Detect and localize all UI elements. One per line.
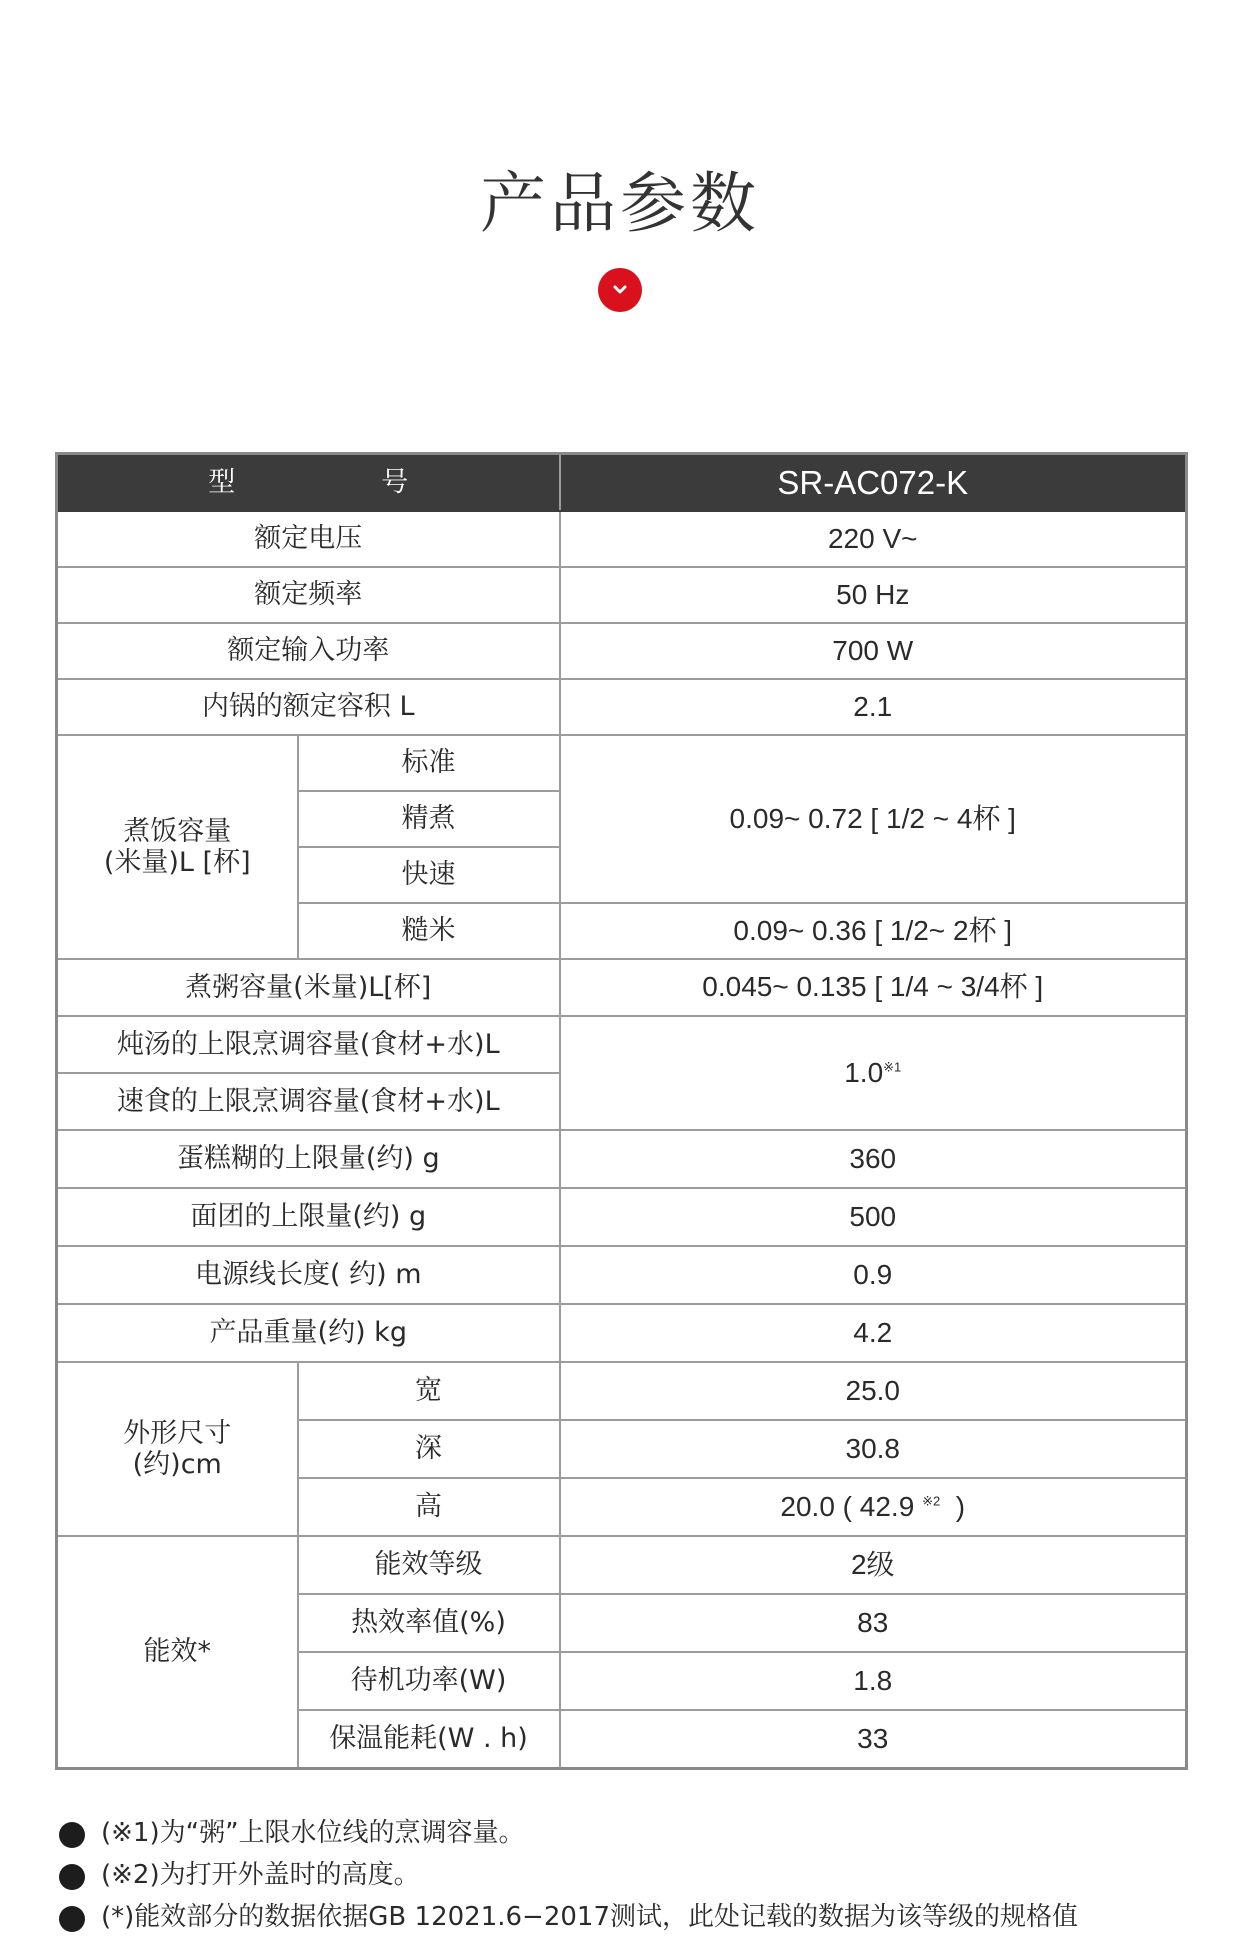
cord-row xyxy=(57,1246,1187,1304)
porridge-label: 煮粥容量(米量)L[杯] xyxy=(57,959,560,1016)
pot-capacity-value: 2.1 xyxy=(560,679,1187,735)
bullet-icon xyxy=(59,1864,85,1890)
height-close: ) xyxy=(955,1490,966,1522)
width-value: 25.0 xyxy=(560,1362,1187,1420)
footnote xyxy=(55,1812,1185,1854)
model-header-row xyxy=(57,454,1187,512)
rice-capacity-label xyxy=(57,735,298,959)
width-label: 宽 xyxy=(298,1362,560,1420)
thermal-efficiency-value: 83 xyxy=(560,1594,1187,1652)
soup-fast-value xyxy=(560,1016,1187,1130)
model-value: SR-AC072-K xyxy=(560,454,1187,512)
rice-mode-fine: 精煮 xyxy=(298,791,560,847)
depth-value: 30.8 xyxy=(560,1420,1187,1478)
footnote-mark-1: ※1 xyxy=(883,1059,902,1075)
spec-table xyxy=(55,452,1188,1770)
scroll-down-badge[interactable] xyxy=(598,268,642,312)
footnote-mark-2: ※2 xyxy=(922,1493,941,1509)
rice-mode-brown: 糙米 xyxy=(298,903,560,959)
pot-capacity-row xyxy=(57,679,1187,735)
height-value xyxy=(560,1478,1187,1536)
frequency-row xyxy=(57,567,1187,623)
dimensions-label-line2: (约)cm xyxy=(132,1449,222,1480)
energy-grade-value: 2级 xyxy=(560,1536,1187,1594)
footnote-text: (※1)为“粥”上限水位线的烹调容量。 xyxy=(101,1818,525,1848)
cake-label: 蛋糕糊的上限量(约) g xyxy=(57,1130,560,1188)
keepwarm-energy-value: 33 xyxy=(560,1710,1187,1768)
brown-rice-value: 0.09~ 0.36 [ 1/2~ 2杯 ] xyxy=(560,903,1187,959)
weight-value: 4.2 xyxy=(560,1304,1187,1362)
cord-label: 电源线长度( 约) m xyxy=(57,1246,560,1304)
soup-label: 炖汤的上限烹调容量(食材+水)L xyxy=(57,1016,560,1073)
dough-row xyxy=(57,1188,1187,1246)
voltage-value: 220 V~ xyxy=(560,511,1187,567)
fast-label: 速食的上限烹调容量(食材+水)L xyxy=(57,1073,560,1130)
soup-fast-number: 1.0 xyxy=(844,1056,884,1088)
frequency-label: 额定频率 xyxy=(57,567,560,623)
porridge-row xyxy=(57,959,1187,1016)
rice-mode-standard: 标准 xyxy=(298,735,560,791)
dimensions-label-line1: 外形尺寸 xyxy=(123,1417,232,1449)
pot-capacity-label: 内锅的额定容积 L xyxy=(57,679,560,735)
dough-value: 500 xyxy=(560,1188,1187,1246)
rice-mode-quick: 快速 xyxy=(298,847,560,903)
page-title: 产品参数 xyxy=(480,165,760,242)
model-label-left: 型 xyxy=(208,466,236,498)
footnote xyxy=(55,1854,1185,1896)
footnote-text: (*)能效部分的数据依据GB 12021.6−2017测试，此处记载的数据为该等级的规格值 xyxy=(101,1902,1079,1932)
footnote xyxy=(55,1896,1185,1938)
energy-grade-label: 能效等级 xyxy=(298,1536,560,1594)
rice-mode-row xyxy=(57,735,1187,791)
standby-power-label: 待机功率(W) xyxy=(298,1652,560,1710)
dough-label: 面团的上限量(约) g xyxy=(57,1188,560,1246)
power-label: 额定输入功率 xyxy=(57,623,560,679)
power-value: 700 W xyxy=(560,623,1187,679)
height-label: 高 xyxy=(298,1478,560,1536)
model-label-right: 号 xyxy=(381,466,409,498)
frequency-value: 50 Hz xyxy=(560,567,1187,623)
bullet-icon xyxy=(59,1822,85,1848)
energy-label: 能效* xyxy=(57,1536,298,1768)
bullet-icon xyxy=(59,1906,85,1932)
weight-row xyxy=(57,1304,1187,1362)
power-row xyxy=(57,623,1187,679)
dimensions-label xyxy=(57,1362,298,1536)
rice-capacity-label-line1: 煮饭容量 xyxy=(123,815,232,847)
porridge-value: 0.045~ 0.135 [ 1/4 ~ 3/4杯 ] xyxy=(560,959,1187,1016)
footnote-text: (※2)为打开外盖时的高度。 xyxy=(101,1860,420,1890)
model-label-cell xyxy=(57,454,560,512)
depth-label: 深 xyxy=(298,1420,560,1478)
footnotes xyxy=(55,1812,1185,1938)
energy-row xyxy=(57,1536,1187,1594)
height-number: 20.0 ( 42.9 xyxy=(780,1490,915,1522)
rice-capacity-label-line2: (米量)L [杯] xyxy=(103,847,251,878)
chevron-down-icon xyxy=(612,284,628,296)
cake-row xyxy=(57,1130,1187,1188)
voltage-row xyxy=(57,511,1187,567)
voltage-label: 额定电压 xyxy=(57,511,560,567)
cord-value: 0.9 xyxy=(560,1246,1187,1304)
keepwarm-energy-label: 保温能耗(W . h) xyxy=(298,1710,560,1768)
weight-label: 产品重量(约) kg xyxy=(57,1304,560,1362)
standby-power-value: 1.8 xyxy=(560,1652,1187,1710)
cake-value: 360 xyxy=(560,1130,1187,1188)
thermal-efficiency-label: 热效率值(%) xyxy=(298,1594,560,1652)
soup-row xyxy=(57,1016,1187,1073)
rice-capacity-value: 0.09~ 0.72 [ 1/2 ~ 4杯 ] xyxy=(560,735,1187,903)
dimension-row xyxy=(57,1362,1187,1420)
